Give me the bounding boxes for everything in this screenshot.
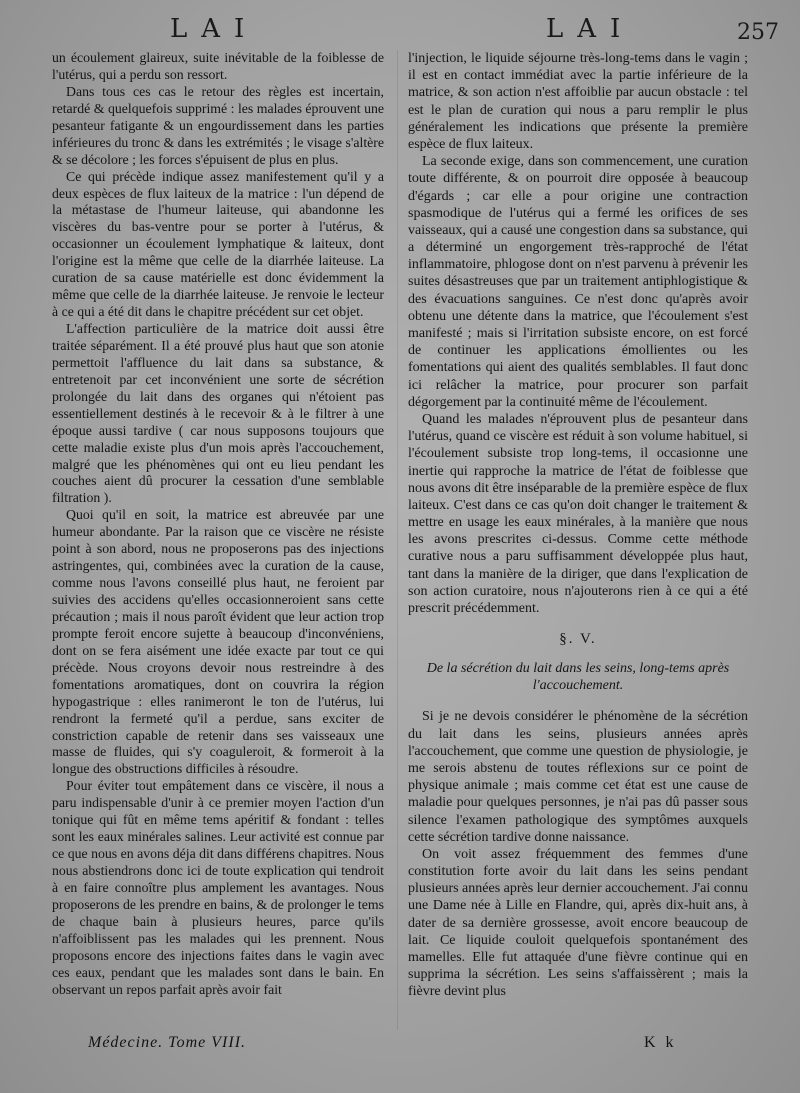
paragraph: La seconde exige, dans son commencement, une curation toute différente, & on pourroit dire opposée à beaucoup d'égards ; car elle a pour origine une contraction spasmodique de l'utérus qui a fermé les orifices de ses vaisseaux, qui a causé une congestion dans sa substance, qui a déterminé un engorgement très-rapproché de l'état inflammatoire, phlogose dont on n'est parvenu à prévenir les suites désastreuses que par un traitement antiphlogistique & des évacuations sanguines. Ce n'est donc qu'après avoir obtenu une détente dans la matrice, que l'écoulement s'est manifesté ; mais si l'irritation subsiste encore, on est forcé de continuer les applications émollientes ou les fomentations qui aient des qualités semblables. Il faut donc ici relâcher la matrice, pour procurer son parfait dégorgement par la continuité même de l'écoulement.	[408, 154, 748, 410]
paragraph: Quand les malades n'éprouvent plus de pesanteur dans l'utérus, quand ce viscère est réduit à son volume habituel, si l'écoulement subsiste trop long-tems, il occasionne une inertie qui rapproche la matrice de l'état de foiblesse que nous avons dit être inséparable de la première espèce de flux laiteux. C'est dans ce cas qu'on doit changer le traitement & mettre en usage les eaux minérales, à la manière que nous les avons prescrites ci-dessus. Comme cette méthode curative nous a paru suffisamment développée plus haut, tant dans la manière de la diriger, que dans l'explication de son action curatoire, nous n'ajouterons rien à ce qui a été prescrit précédemment.	[408, 411, 748, 616]
paragraph: l'injection, le liquide séjourne très-long-tems dans le vagin ; il est en contact immédiat avec la partie inférieure de la matrice, & son action n'est affoiblie par aucun obstacle : tel est le plan de curation qui nous a paru remplir le plus généralement les indications que présente la première espèce de flux laiteux.	[408, 51, 748, 152]
left-column	[52, 50, 384, 999]
paragraph: Pour éviter tout empâtement dans ce viscère, il nous a paru indispensable d'unir à ce premier moyen l'action d'un tonique qui fût en même tems apéritif & fondant : telles sont les eaux minérales salines. Leur activité est connue par ce que nous en avons déja dit dans différens chapitres. Nous nous abstiendrons donc ici de toute explication qui tendroit à en faire connoître plus amplement les avantages. Nous proposerons de les prendre en bains, & de prolonger le tems de chaque bain à plusieurs heures, parce qu'ils n'affoiblissent pas les malades qui les prennent. Nous proposons encore des injections faites dans le vagin avec ces eaux, pendant que les malades sont dans le bain. En observant un repos parfait après avoir fait	[52, 778, 384, 997]
section-number: §. V.	[559, 631, 597, 648]
column-divider	[397, 50, 398, 1030]
section-title: De la sécrétion du lait dans les seins, long-tems après l'accouchement.	[426, 661, 730, 694]
footer-signature-left: Médecine. Tome VIII.	[88, 1034, 247, 1051]
running-head-left: LAI	[170, 14, 259, 44]
paragraph: Si je ne devois considérer le phénomène de la sécrétion du lait dans les seins, plusieurs années après l'accouchement, que comme une question de physiologie, je me serois abstenu de toutes réflexions sur ce point de physique animale ; mais comme cet état est une cause de maladie pour quelques personnes, je n'ai pas dû passer sous silence l'examen pathologique des symptômes auxquels cette sécrétion tardive donne naissance.	[408, 709, 748, 845]
paragraph: un écoulement glaireux, suite inévitable de la foiblesse de l'utérus, qui a perdu son ressort.	[52, 50, 384, 82]
paragraph: Ce qui précède indique assez manifestement qu'il y a deux espèces de flux laiteux de la matrice : l'un dépend de la métastase de l'humeur laiteuse, qui abandonne les viscères du bas-ventre pour se porter à l'utérus, & occasionner un écoulement lymphatique & laiteux, dont l'origine est la même que celle de la diarrhée laiteuse. La curation de sa cause matérielle est donc évidemment la même que celle de la diarrhée laiteuse. Je renvoie le lecteur à ce qui a été dit dans le chapitre précédent sur cet objet.	[52, 168, 384, 320]
running-head-right: LAI	[546, 14, 635, 44]
paragraph: Quoi qu'il en soit, la matrice est abreuvée par une humeur abondante. Par la raison que ce viscère ne résiste point à son abord, nous ne proposerons pas des injections astringentes, qui, combinées avec la curation de la cause, comme nous l'avons conseillé plus haut, ne feroient par suivies des accidens qu'elles occasionneroient sans cette précaution ; mais il nous paroît évident que leur action trop prompte feroit encore sujette à beaucoup d'inconvéniens, dont on se fera aisément une idée exacte par tout ce qui précède. Nous croyons devoir nous restreindre à des fomentations aromatiques, dont on couvrira la région hypogastrique : elles ranimeront le ton de l'utérus, lui rendront la fermeté qu'il a perdue, sans exciter de constriction capable de retenir dans ses vaisseaux une masse de fluides, qui s'y coaguleroit, & formeroit à la longue des obstructions difficiles à résoudre.	[52, 507, 384, 777]
footer-signature-right: K k	[644, 1034, 677, 1051]
page-number: 257	[737, 20, 779, 45]
right-column	[408, 50, 748, 1001]
paragraph: On voit assez fréquemment des femmes d'une constitution forte avoir du lait dans les seins pendant plusieurs années après leur dernier accouchement. J'ai connu une Dame née à Lille en Flandre, qui, après dix-huit ans, à dater de sa dernière grossesse, avoit encore beaucoup de lait. Ce liquide couloit quelquefois spontanément des mamelles. Elle fut attaquée d'une fièvre continue qui en supprima la sécrétion. Les seins s'affaissèrent ; mais la fièvre devint plus	[408, 846, 748, 1000]
paragraph: Dans tous ces cas le retour des règles est incertain, retardé & quelquefois supprimé : les malades éprouvent une pesanteur fatigante & un engourdissement dans les parties inférieures du tronc & dans les extrémités ; le visage s'altère & se décolore ; les forces s'épuisent de plus en plus.	[52, 83, 384, 167]
paragraph: L'affection particulière de la matrice doit aussi être traitée séparément. Il a été prouvé plus haut que son atonie permettoit l'affluence du lait dans sa substance, & entretenoit par cet inconvénient une sorte de sécrétion prolongée du lait dans des organes qui n'étoient pas essentiellement destinés à le recevoir & à le filtrer à une époque aussi tardive ( car nous supposons toujours que cette maladie existe plus d'un mois après l'accouchement, malgré que les phénomènes qui ont eu lieu pendant les couches aient dû procurer la cessation d'une semblable filtration ).	[52, 321, 384, 506]
